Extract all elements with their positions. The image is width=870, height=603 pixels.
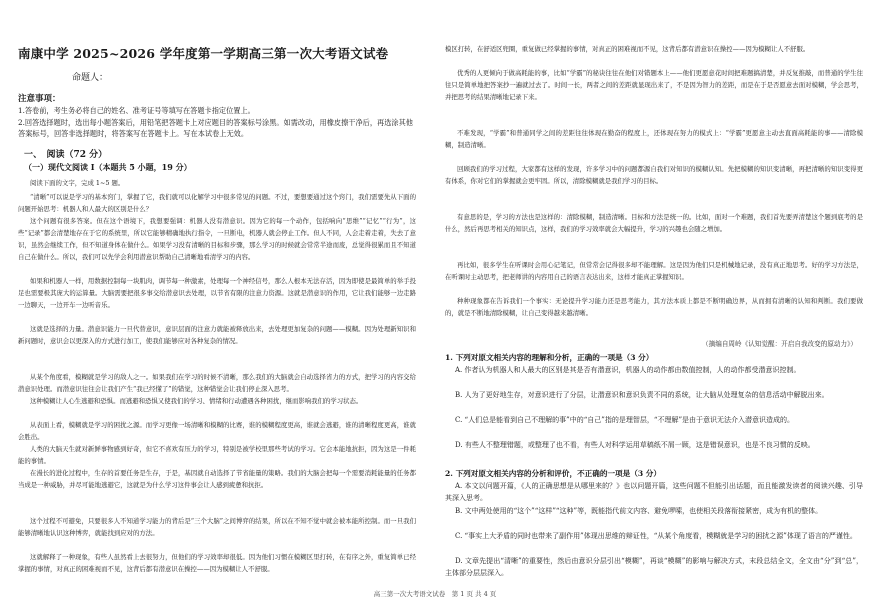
- setter-label: 命题人：: [72, 73, 109, 83]
- notice-item: 1.答卷前，考生务必将自己的姓名、准考证号等填写在答题卡指定位置上。: [18, 106, 255, 115]
- question-2-title: 2. 下列对原文相关内容的分析和评价，不正确的一项是（3 分）: [445, 469, 661, 478]
- question-2-option: A. 本文以问题开篇，《人的正确思想是从哪里来的？》也以问题开篇，这些问题不但能引出话题，而且能激发读者的阅读兴趣、引导其深入思考。: [445, 482, 863, 503]
- exam-title: 南康中学 2025~2026 学年度第一学期高三第一次大考语文试卷: [18, 46, 389, 61]
- question-1-option: C. “人们总是能看到自己不理解的事”中的“自己”指的是理智层，“不理解”是由于意识无法介入潜意识造成的。: [455, 416, 795, 424]
- passage-paragraph: 这就是选择的力量。潜意识能力一旦代替意识，意识层面的注意力就能被释放出来，去处理更加复杂的问题——模糊。因为处理新知识和新问题时，意识会以更深入的方式进行加工，使我们能够应对各种复杂的情况。: [18, 325, 416, 345]
- passage-paragraph: 在漫长的进化过程中，生存的首要任务是生存，于是，基因就自动选择了节省能量的策略。我们的大脑会把每一个需要消耗能量的任务都当成是一种威胁，并尽可能地逃避它，这就是为什么学习这件事会让人感到疲惫和抗拒。: [18, 469, 416, 489]
- passage-paragraph: 人类的大脑天生就对新鲜事物感到好奇，但它不喜欢有压力的学习，特别是被学校里那些考试的学习。它会本能地抗拒，因为这是一件耗能的事情。: [18, 445, 416, 465]
- question-2-option: B. 文中两处使用的“这个”“这样”“这种”等，既能指代前文内容、避免啰嗦，也使相关段落衔接紧密，成为有机的整体。: [455, 507, 823, 515]
- question-1-option: A. 作者认为机器人和人最大的区别是其是否有潜意识，机器人的动作都由数值控制，人的动作都受潜意识控制。: [455, 366, 801, 374]
- passage-paragraph: 如果和机器人一样，用数据控制每一块肌肉，调节每一种激素，处理每一个神经信号，那么人根本无法存活，因为即使是最简单的举手投足也需要极其庞大的运算量。大脑需要把很多事交给潜意识去处理，以节省有限的注意力资源。这就是潜意识的作用，它让我们能够一边走路一边聊天，一边开车一边听音乐。: [18, 277, 416, 309]
- passage-paragraph: 从某个角度看，模糊就是学习的敌人之一。如果我们在学习的时候不清晰，那么我们的大脑就会自动选择省力的方式，把学习的内容交给潜意识处理。而潜意识往往会让我们产生“我已经懂了”的错觉，这种错觉会让我们停止深入思考。: [18, 373, 416, 393]
- passage-paragraph: 再比如，很多学生在听课时会用心记笔记，但常常会记得很多却不能理解。这是因为他们只是机械地记录，没有真正地思考。好的学习方法是，在听课时主动思考，把老师讲的内容用自己的语言表达出来，这样才能真正掌握知识。: [445, 261, 863, 281]
- reading-intro: 阅读下面的文字，完成 1~5 题。: [30, 179, 125, 187]
- passage-paragraph: 这就解释了一种现象，有些人虽然看上去很努力，但他们的学习效率却很低。因为他们习惯在模糊区里打转，在有序之外，重复简单已经掌握的事情，对真正的困难视而不见，这背后都有潜意识在操控——因为模糊让人不舒服。: [18, 553, 416, 573]
- passage-paragraph: “清晰”可以说是学习的基本窍门，掌握了它，我们就可以化解学习中很多常见的问题。不过，要想要通过这个窍门，我们需要先从下面的问题开始思考：机器人和人最大的区别是什么？: [18, 193, 416, 213]
- passage-paragraph: 回顾我们的学习过程，大家都有这样的发现，许多学习中的问题都源自我们对知识的模糊认知。先把模糊的知识变清晰，再把清晰的知识变得更有体系，你对它们的掌握就会更牢固。所以，清除模糊就是我们学习的目标。: [445, 165, 863, 185]
- passage-paragraph: 这个过程不可避免，只要很多人不知道学习能力的背后是“三个大脑”之间博弈的结果，所以在不知不觉中就会被本能所控制。而一旦我们能够清晰地认识这种博弈，就能找到应对的方法。: [18, 517, 416, 537]
- passage-paragraph: 从表面上看，模糊就是学习的困扰之源。而学习更像一场清晰和模糊的比赛，谁的模糊程度更高，谁就会逃避，谁的清晰程度更高，谁就会胜出。: [18, 421, 416, 441]
- question-2-option: C. “事实上大矛盾的同时也带来了副作用”体现出思维的辩证性，“从某个角度看，模糊就是学习的困扰之源”体现了语言的严谨性。: [455, 532, 857, 540]
- passage-paragraph: 这个问题有很多答案。但在这个语境下，我想要强调：机器人没有潜意识。因为它的每一个动作，包括响向“思维”“记忆”“行为”，这些“记录”都会清楚地存在于它的系统里，所以它能够精确地执行指令，一旦断电，机器人就会停止工作。但人不同，人会走着走着，失去了意识，虽然会继续工作，但不知道身体在做什么。如果学习没有清晰的目标和步骤，那么学习的时候就会常常半途而废，总觉得很累而且不知道自己在做什么。所以，我们可以先学会利用潜意识帮助自己清晰地看清学习的内容。: [18, 217, 416, 261]
- passage-paragraph: 模区打转，在舒适区兜圈，重复做已经掌握的事情，对真正的困难视而不见，这背后都有潜意识在操控——因为模糊让人不舒服。: [445, 45, 810, 53]
- passage-paragraph: 优秀的人更倾向于做高耗能的事，比如“学霸”的秘诀往往在他们对错题本上——他们更愿意花时间把难题搞清楚，并反复推敲，而普通的学生往往只是简单地把答案抄一遍就过去了。时间一长，两者之间的差距就显现出来了，不是因为智力的差距，而是在于是否愿意去面对模糊，学会思考，并把思考的结果清晰地记录下来。: [445, 69, 863, 101]
- section-heading: 一、 阅读（72 分）: [24, 150, 108, 160]
- passage-paragraph: 有意思的是，学习的方法也是这样的：清除模糊，制造清晰。目标和方法是统一的。比如，面对一个难题，我们首先要弄清楚这个题到底考的是什么，然后再思考相关的知识点，这样，我们的学习效率就会大幅提升，学习的兴趣也会随之增加。: [445, 213, 863, 233]
- passage-paragraph: 不难发现，“学霸”和普通同学之间的差距往往体现在勤奋的程度上，还体现在努力的模式上：“学霸”更愿意主动去直面高耗能的事——清除模糊，制造清晰。: [445, 129, 863, 149]
- subsection-heading: （一）现代文阅读 Ⅰ（本题共 5 小题，19 分）: [24, 162, 192, 172]
- question-2-option: D. 文章先提出“清晰”的重要性，然后由意识分层引出“模糊”，再谈“模糊”的影响与解决方式，末段总结全文，全文由“分”到“总”，主体部分层层深入。: [445, 557, 863, 578]
- question-1-option: D. 有些人不整理错题，或整理了也不看，有些人对科学运用草稿纸不屑一顾，这是错误意识，也是不良习惯的反映。: [455, 441, 815, 449]
- question-1-title: 1. 下列对原文相关内容的理解和分析，正确的一项是（3 分）: [445, 353, 654, 362]
- passage-paragraph: 种种现象都在告诉我们一个事实：无论提升学习能力还是思考能力，其方法本质上都是不断明确边界，从而拥有清晰的认知和判断。我们要做的，就是不断地清除模糊，让自己变得越来越清晰。: [445, 297, 863, 317]
- passage-paragraph: 这种模糊让人心生逃避和恐惧。而逃避和恐惧又使我们的学习、情绪和行动遭遇各种困扰，继而影响我们的学习状态。: [30, 397, 363, 405]
- passage-source: （摘编自周岭《认知觉醒：开启自我改变的原动力》）: [702, 340, 857, 348]
- notice-heading: 注意事项：: [18, 94, 61, 104]
- page-footer: 高三第一次大考语文试卷 第 1 页 共 4 页: [373, 590, 497, 598]
- notice-item: 2.回答选择题时，选出每小题答案后，用铅笔把答题卡上对应题目的答案标号涂黑。如需改动，用橡皮擦干净后，再选涂其他答案标号，回答非选择题时，将答案写在答题卡上。写在本试卷上无效。: [18, 118, 413, 138]
- question-1-option: B. 人为了更好地生存，对意识进行了分层，让潜意识和意识负责不同的系统，让大脑从处理复杂的信息活动中解脱出来。: [455, 391, 829, 399]
